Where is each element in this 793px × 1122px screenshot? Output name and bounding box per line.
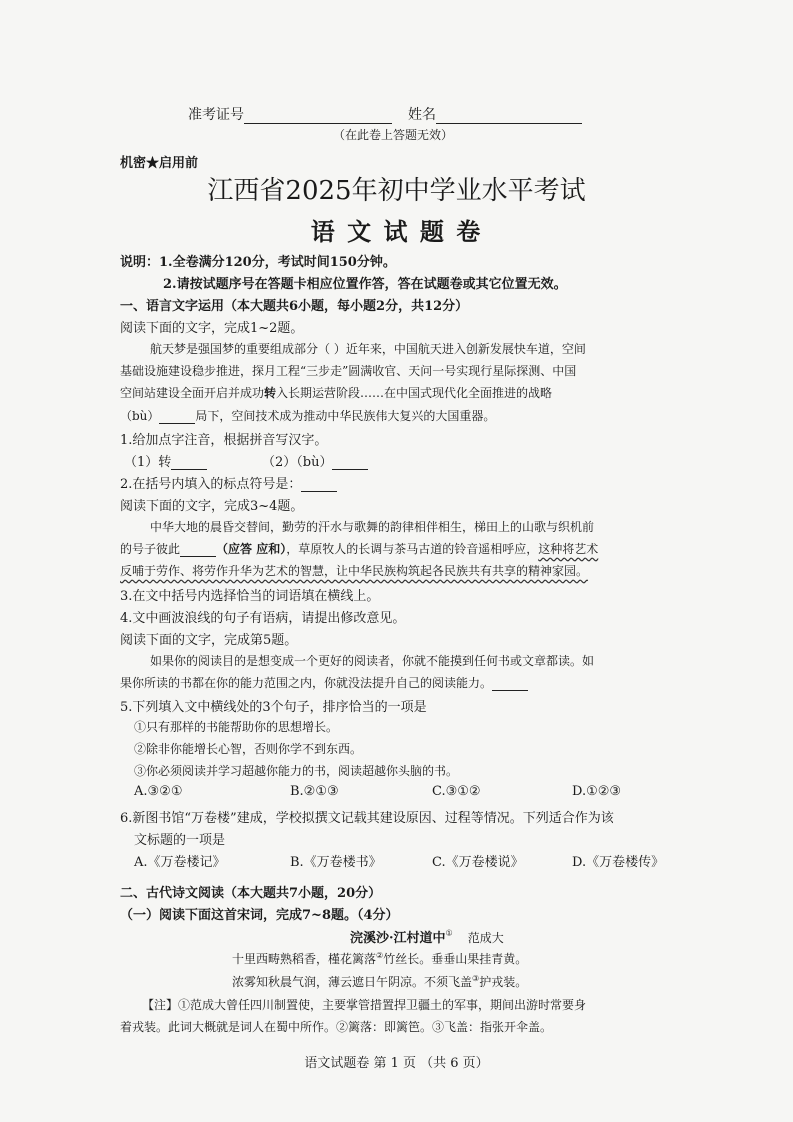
passage-text: 果你所读的书都在你的能力范围之内，你就没法提升自己的阅读能力。 [120,676,493,690]
poem-note-line-2: 着戎装。此词大概就是词人在蜀中所作。②篱落：即篱笆。③飞盖：指张开伞盖。 [120,1020,553,1034]
question-part-label: （2）（bù） [262,455,333,470]
name-label: 姓名 [408,107,436,123]
dotted-char: 转 [264,386,277,400]
poem-note-line-1: 【注】①范成大曾任四川制置使，主要掌管措置捍卫疆土的军事，期间出游时常要身 [142,998,587,1012]
poem-author: 范成大 [467,931,504,945]
poem-text: 浓雾知秋晨气润，薄云遮日午阴凉。不须飞盖 [232,975,473,989]
question-text: 2.在括号内填入的标点符号是： [120,477,302,492]
question-5-option-b[interactable]: B.②①③ [290,784,339,799]
question-5-option-c[interactable]: C.③①② [432,784,481,799]
passage-2-line-1: 中华大地的晨昏交替间，勤劳的汗水与歌舞的韵律相伴相生，梯田上的山歌与织机前 [150,520,595,534]
passage-text: ，草原牧人的长调与茶马古道的铃音遥相呼应， [286,542,539,556]
instruction-line-1: 说明：1.全卷满分120分，考试时间150分钟。 [120,255,396,270]
question-1-part-2 [262,451,368,470]
passage-1-line-3 [120,384,552,401]
question-1-part-1 [124,451,207,470]
reading-intro-3: 阅读下面的文字，完成第5题。 [120,633,298,648]
exam-id-field [188,104,392,124]
poem-line-1 [232,950,527,967]
secret-mark: 机密★启用前 [120,156,199,171]
passage-3-line-2 [120,674,528,691]
reading-intro-1: 阅读下面的文字，完成1~2题。 [120,321,304,336]
passage-2-line-3 [120,562,588,579]
passage-text: 局下，空间技术成为推动中华民族伟大复兴的大国重器。 [195,409,496,423]
passage-text: 的号子彼此 [120,542,181,556]
instruction-line-2: 2.请按试题序号在答题卡相应位置作答，答在试题卷或其它位置无效。 [163,277,567,292]
question-6-option-c[interactable]: C.《万卷楼说》 [432,855,524,870]
page-footer: 语文试题卷 第 1 页 （共 6 页） [304,1056,489,1071]
note-mark: ② [376,951,384,960]
question-5-sentence-3: ③你必须阅读并学习超越你能力的书，阅读超越你头脑的书。 [134,764,459,778]
question-1: 1.给加点字注音，根据拼音写汉字。 [120,433,328,448]
wavy-sentence: 这种将艺术 [538,542,599,556]
wavy-sentence: 反哺于劳作、将劳作升华为艺术的智慧，让中华民族构筑起各民族共有共享的精神家园。 [120,564,589,578]
passage-text: 空间站建设全面开启并成功 [120,386,265,400]
section-1-heading: 一、语言文字运用（本大题共6小题，每小题2分，共12分） [120,299,469,314]
answer-blank[interactable] [180,543,216,557]
question-5: 5.下列填入文中横线处的3个句子，排序恰当的一项是 [120,700,427,715]
name-field [408,104,582,124]
section-2-part-1-heading: （一）阅读下面这首宋词，完成7~8题。（4分） [120,908,399,923]
reading-intro-2: 阅读下面的文字，完成3~4题。 [120,499,304,514]
exam-id-blank[interactable] [244,109,392,124]
exam-id-label: 准考证号 [188,107,244,123]
passage-1-line-1: 航天梦是强国梦的重要组成部分（ ）近年来，中国航天进入创新发展快车道，空间 [150,342,586,356]
answer-blank[interactable] [492,677,528,691]
question-5-sentence-2: ②除非你能增长心智，否则你学不到东西。 [134,742,363,756]
question-5-option-d[interactable]: D.①②③ [572,784,622,799]
poem-text: 十里西畴熟稻香，槿花篱落 [232,952,377,966]
passage-text: 入长期运营阶段……在中国式现代化全面推进的战略 [276,386,553,400]
question-4: 4.文中画波浪线的句子有语病，请提出修改意见。 [120,611,406,626]
answer-blank[interactable] [301,478,337,492]
question-part-label: （1）转 [124,455,172,470]
name-blank[interactable] [436,109,582,124]
note-mark: ① [445,928,453,938]
question-5-option-a[interactable]: A.③②① [134,784,183,799]
passage-1-line-2: 基础设施建设稳步推进，探月工程“三步走”圆满收官、天问一号实现行星际探测、中国 [120,364,577,378]
paper-subtitle: 语 文 试 题 卷 [310,217,483,246]
question-3: 3.在文中括号内选择恰当的词语填在横线上。 [120,589,380,604]
section-2-heading: 二、古代诗文阅读（本大题共7小题，20分） [120,886,382,901]
exam-title: 江西省2025年初中学业水平考试 [207,176,586,206]
invalid-notice: （在此卷上答题无效） [333,128,454,142]
poem-text: 护戎装。 [479,975,528,989]
passage-1-line-4 [120,407,495,424]
poem-title: 浣溪沙·江村道中 [350,931,446,946]
answer-blank[interactable] [332,456,368,470]
note-mark: ③ [472,974,480,983]
passage-2-line-2 [120,540,598,557]
poem-text: 竹丝长。垂垂山果挂青黄。 [383,952,528,966]
question-2 [120,473,337,492]
question-6-option-b[interactable]: B.《万卷楼书》 [290,855,382,870]
question-6-option-d[interactable]: D.《万卷楼传》 [572,855,665,870]
answer-blank[interactable] [171,456,207,470]
question-6-line-1: 6.新图书馆“万卷楼”建成，学校拟撰文记载其建设原因、过程等情况。下列适合作为该 [120,811,614,826]
poem-line-2 [232,973,527,990]
answer-blank[interactable] [159,410,195,424]
question-6-option-a[interactable]: A.《万卷楼记》 [134,855,226,870]
pinyin-hint: （bù） [120,409,160,423]
question-5-sentence-1: ①只有那样的书能帮助你的思想增长。 [134,720,339,734]
passage-3-line-1: 如果你的阅读目的是想变成一个更好的阅读者，你就不能摸到任何书或文章都读。如 [150,654,595,668]
word-choice: （应答 应和） [216,542,287,556]
question-6-line-2: 文标题的一项是 [134,833,226,848]
poem-title-block [350,927,504,946]
